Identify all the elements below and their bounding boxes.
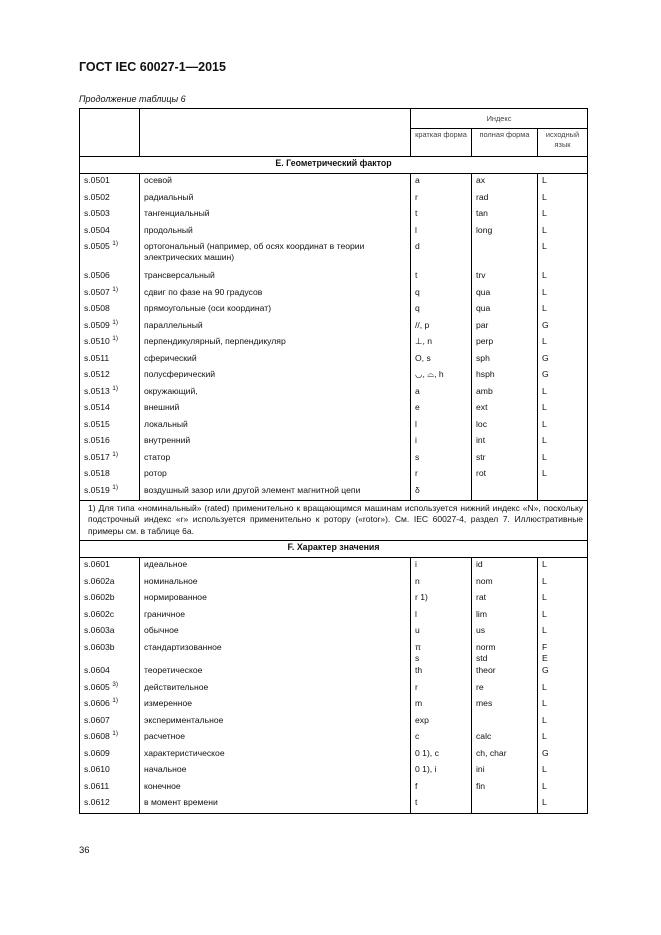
- full-form-cell: tan: [472, 207, 538, 224]
- table-row: [80, 624, 588, 641]
- source-language-cell: L: [538, 335, 588, 352]
- description-cell: характеристическое: [140, 747, 411, 764]
- short-form-cell: a: [411, 385, 472, 402]
- source-language-cell: L: [538, 591, 588, 608]
- description-cell: ротор: [140, 467, 411, 484]
- description-cell: радиальный: [140, 191, 411, 208]
- source-language-cell: L: [538, 174, 588, 191]
- description-cell: полусферический: [140, 368, 411, 385]
- full-form-cell: [472, 484, 538, 501]
- short-form-cell: m: [411, 697, 472, 714]
- full-form-cell: trv: [472, 269, 538, 286]
- table-row: [80, 558, 588, 575]
- short-form-cell: u: [411, 624, 472, 641]
- full-form-cell: [472, 714, 538, 731]
- description-cell: обычное: [140, 624, 411, 641]
- full-form-cell: us: [472, 624, 538, 641]
- source-language-cell: L: [538, 451, 588, 468]
- table-row: [80, 591, 588, 608]
- symbol-code-cell: s.0514: [80, 401, 140, 418]
- footnote-ref: 1): [112, 384, 118, 392]
- short-form-cell: q: [411, 302, 472, 319]
- table-row: [80, 467, 588, 484]
- symbol-code-cell: s.0506: [80, 269, 140, 286]
- symbol-code-cell: s.0608 $^{1)}$: [80, 730, 140, 747]
- table-row: [80, 434, 588, 451]
- symbols-table: [79, 108, 588, 814]
- footnote-ref: 1): [112, 240, 118, 248]
- short-form-cell: t: [411, 207, 472, 224]
- description-cell: трансверсальный: [140, 269, 411, 286]
- description-cell: ортогональный (например, об осях координат в теории электрических машин): [140, 240, 411, 269]
- description-cell: в момент времени: [140, 796, 411, 813]
- symbol-code-cell: s.0605 $^{3)}$: [80, 681, 140, 698]
- short-form-cell: 0 1), i: [411, 763, 472, 780]
- table-row: [80, 451, 588, 468]
- description-cell: внешний: [140, 401, 411, 418]
- full-form-header: полная форма: [472, 129, 538, 157]
- symbol-code-cell: s.0515: [80, 418, 140, 435]
- symbol-code-cell: s.0517 $^{1)}$: [80, 451, 140, 468]
- header-empty-cell: [80, 109, 140, 157]
- table-row: [80, 575, 588, 592]
- short-form-cell: i: [411, 558, 472, 575]
- source-language-cell: L: [538, 780, 588, 797]
- table-row: [80, 747, 588, 764]
- symbol-code-cell: s.0504: [80, 224, 140, 241]
- table-row: [80, 174, 588, 191]
- description-cell: экспериментальное: [140, 714, 411, 731]
- symbol-code-cell: s.0508: [80, 302, 140, 319]
- table-row: [80, 319, 588, 336]
- source-language-cell: L: [538, 434, 588, 451]
- source-language-cell: G: [538, 352, 588, 369]
- description-cell: измеренное: [140, 697, 411, 714]
- source-language-cell: L: [538, 191, 588, 208]
- table-continuation-caption: Продолжение таблицы 6: [79, 94, 186, 104]
- source-language-cell: G: [538, 319, 588, 336]
- table-row: [80, 418, 588, 435]
- symbol-code-cell: s.0611: [80, 780, 140, 797]
- full-form-cell: rad: [472, 191, 538, 208]
- footnote-ref: 1): [112, 318, 118, 326]
- short-form-cell: c: [411, 730, 472, 747]
- full-form-cell: id: [472, 558, 538, 575]
- source-language-cell: L: [538, 224, 588, 241]
- full-form-cell: nom: [472, 575, 538, 592]
- description-cell: конечное: [140, 780, 411, 797]
- page-number: 36: [79, 845, 90, 856]
- symbol-code-cell: s.0601: [80, 558, 140, 575]
- full-form-cell: ini: [472, 763, 538, 780]
- symbol-code-cell: s.0501: [80, 174, 140, 191]
- symbol-code-cell: s.0503: [80, 207, 140, 224]
- source-language-cell: L: [538, 608, 588, 625]
- table-row: [80, 401, 588, 418]
- source-language-cell: L: [538, 240, 588, 269]
- source-language-cell: L: [538, 681, 588, 698]
- short-form-cell: r: [411, 191, 472, 208]
- source-language-cell: L: [538, 730, 588, 747]
- short-form-cell: l: [411, 224, 472, 241]
- full-form-cell: par: [472, 319, 538, 336]
- short-form-cell: r: [411, 467, 472, 484]
- short-form-cell: a: [411, 174, 472, 191]
- table-row: [80, 335, 588, 352]
- table-row: [80, 697, 588, 714]
- table-row: [80, 240, 588, 269]
- table-row: [80, 286, 588, 303]
- short-form-cell: O, s: [411, 352, 472, 369]
- full-form-cell: rat: [472, 591, 538, 608]
- full-form-cell: calc: [472, 730, 538, 747]
- symbol-code-cell: s.0516: [80, 434, 140, 451]
- full-form-cell: qua: [472, 302, 538, 319]
- symbol-code-cell: s.0505 $^{1)}$: [80, 240, 140, 269]
- short-form-cell: ⊥, n: [411, 335, 472, 352]
- description-cell: перпендикулярный, перпендикуляр: [140, 335, 411, 352]
- short-form-cell: i: [411, 434, 472, 451]
- full-form-cell: fin: [472, 780, 538, 797]
- table-row: [80, 763, 588, 780]
- short-form-cell: t: [411, 796, 472, 813]
- table-row: [80, 224, 588, 241]
- table-row: [80, 714, 588, 731]
- short-form-cell: δ: [411, 484, 472, 501]
- description-cell: действительное: [140, 681, 411, 698]
- short-form-cell: s: [411, 451, 472, 468]
- description-cell: расчетное: [140, 730, 411, 747]
- footnote-ref: 1): [112, 483, 118, 491]
- table-row: [80, 641, 588, 664]
- full-form-cell: [472, 796, 538, 813]
- full-form-cell: rot: [472, 467, 538, 484]
- source-language-cell: F E: [538, 641, 588, 664]
- full-form-cell: long: [472, 224, 538, 241]
- symbol-code-cell: s.0606 $^{1)}$: [80, 697, 140, 714]
- source-language-cell: L: [538, 385, 588, 402]
- description-cell: стандартизованное: [140, 641, 411, 664]
- source-language-cell: L: [538, 575, 588, 592]
- source-language-cell: L: [538, 418, 588, 435]
- symbol-code-cell: s.0610: [80, 763, 140, 780]
- source-language-cell: L: [538, 763, 588, 780]
- source-language-cell: L: [538, 558, 588, 575]
- short-form-cell: e: [411, 401, 472, 418]
- description-cell: теоретическое: [140, 664, 411, 681]
- index-header: Индекс: [411, 109, 588, 129]
- section-e-heading: E. Геометрический фактор: [80, 157, 588, 174]
- full-form-cell: hsph: [472, 368, 538, 385]
- short-form-cell: l: [411, 608, 472, 625]
- description-cell: граничное: [140, 608, 411, 625]
- table-row: [80, 780, 588, 797]
- description-cell: нормированное: [140, 591, 411, 608]
- full-form-cell: theor: [472, 664, 538, 681]
- source-language-cell: L: [538, 697, 588, 714]
- short-form-header: краткая форма: [411, 129, 472, 157]
- table-row: [80, 302, 588, 319]
- short-form-cell: t: [411, 269, 472, 286]
- symbol-code-cell: s.0604: [80, 664, 140, 681]
- footnote-ref: 1): [112, 285, 118, 293]
- source-language-cell: L: [538, 302, 588, 319]
- source-language-cell: G: [538, 747, 588, 764]
- footnote-ref: 1): [112, 450, 118, 458]
- full-form-cell: amb: [472, 385, 538, 402]
- section-f-heading: F. Характер значения: [80, 541, 588, 558]
- table-row: [80, 368, 588, 385]
- symbol-code-cell: s.0612: [80, 796, 140, 813]
- table-row: [80, 352, 588, 369]
- table-row: [80, 484, 588, 501]
- description-cell: начальное: [140, 763, 411, 780]
- document-title: ГОСТ IEC 60027-1—2015: [79, 60, 226, 74]
- footnote-ref: 1): [112, 335, 118, 343]
- table-row: [80, 385, 588, 402]
- symbol-code-cell: s.0602a: [80, 575, 140, 592]
- table-row: [80, 207, 588, 224]
- table-row: [80, 730, 588, 747]
- symbol-code-cell: s.0519 $^{1)}$: [80, 484, 140, 501]
- full-form-cell: str: [472, 451, 538, 468]
- short-form-cell: f: [411, 780, 472, 797]
- description-cell: воздушный зазор или другой элемент магнитной цепи: [140, 484, 411, 501]
- description-cell: внутренний: [140, 434, 411, 451]
- full-form-cell: [472, 240, 538, 269]
- footnote-ref: 1): [112, 697, 118, 705]
- symbol-code-cell: s.0603b: [80, 641, 140, 664]
- short-form-cell: //, p: [411, 319, 472, 336]
- full-form-cell: norm std: [472, 641, 538, 664]
- short-form-cell: l: [411, 418, 472, 435]
- short-form-cell: ◡, ⌓, h: [411, 368, 472, 385]
- symbol-code-cell: s.0512: [80, 368, 140, 385]
- description-cell: продольный: [140, 224, 411, 241]
- symbol-code-cell: s.0609: [80, 747, 140, 764]
- full-form-cell: qua: [472, 286, 538, 303]
- source-language-cell: G: [538, 664, 588, 681]
- full-form-cell: ax: [472, 174, 538, 191]
- full-form-cell: sph: [472, 352, 538, 369]
- table-row: [80, 269, 588, 286]
- source-language-cell: L: [538, 401, 588, 418]
- description-cell: идеальное: [140, 558, 411, 575]
- symbol-code-cell: s.0607: [80, 714, 140, 731]
- symbol-code-cell: s.0509 $^{1)}$: [80, 319, 140, 336]
- short-form-cell: π s: [411, 641, 472, 664]
- symbol-code-cell: s.0518: [80, 467, 140, 484]
- table-row: [80, 191, 588, 208]
- source-language-cell: L: [538, 286, 588, 303]
- source-language-cell: L: [538, 207, 588, 224]
- section-e-footnote: 1) Для типа «номинальный» (rated) применительно к вращающимся машинам используется нижний индекс «N», поскольку подстрочный индекс «r» используется применительно к ротору («rotor»). См. IEC 60027-4, раздел 7. Иллюстративные примеры см. в таблице 6а.: [80, 501, 588, 541]
- symbol-code-cell: s.0603a: [80, 624, 140, 641]
- source-language-cell: L: [538, 269, 588, 286]
- symbol-code-cell: s.0602b: [80, 591, 140, 608]
- footnote-ref: 3): [112, 681, 118, 689]
- description-cell: сдвиг по фазе на 90 градусов: [140, 286, 411, 303]
- full-form-cell: perp: [472, 335, 538, 352]
- description-cell: осевой: [140, 174, 411, 191]
- short-form-cell: n: [411, 575, 472, 592]
- full-form-cell: ext: [472, 401, 538, 418]
- short-form-cell: q: [411, 286, 472, 303]
- source-language-header: исходный язык: [538, 129, 588, 157]
- description-cell: окружающий,: [140, 385, 411, 402]
- symbol-code-cell: s.0511: [80, 352, 140, 369]
- symbol-code-cell: s.0602c: [80, 608, 140, 625]
- symbol-code-cell: s.0513 $^{1)}$: [80, 385, 140, 402]
- table-row: [80, 664, 588, 681]
- source-language-cell: L: [538, 796, 588, 813]
- short-form-cell: th: [411, 664, 472, 681]
- source-language-cell: L: [538, 467, 588, 484]
- description-cell: тангенциальный: [140, 207, 411, 224]
- short-form-cell: d: [411, 240, 472, 269]
- symbol-code-cell: s.0510 $^{1)}$: [80, 335, 140, 352]
- description-cell: параллельный: [140, 319, 411, 336]
- table-row: [80, 796, 588, 813]
- symbol-code-cell: s.0507 $^{1)}$: [80, 286, 140, 303]
- short-form-cell: exp: [411, 714, 472, 731]
- short-form-cell: r: [411, 681, 472, 698]
- footnote-ref: 1): [112, 730, 118, 738]
- full-form-cell: re: [472, 681, 538, 698]
- full-form-cell: int: [472, 434, 538, 451]
- symbol-code-cell: s.0502: [80, 191, 140, 208]
- description-cell: прямоугольные (оси координат): [140, 302, 411, 319]
- full-form-cell: mes: [472, 697, 538, 714]
- source-language-cell: L: [538, 714, 588, 731]
- description-cell: номинальное: [140, 575, 411, 592]
- header-empty-cell: [140, 109, 411, 157]
- short-form-cell: r 1): [411, 591, 472, 608]
- full-form-cell: loc: [472, 418, 538, 435]
- short-form-cell: 0 1), c: [411, 747, 472, 764]
- source-language-cell: L: [538, 624, 588, 641]
- source-language-cell: [538, 484, 588, 501]
- source-language-cell: G: [538, 368, 588, 385]
- table-row: [80, 681, 588, 698]
- description-cell: локальный: [140, 418, 411, 435]
- full-form-cell: ch, char: [472, 747, 538, 764]
- description-cell: статор: [140, 451, 411, 468]
- full-form-cell: lim: [472, 608, 538, 625]
- table-row: [80, 608, 588, 625]
- description-cell: сферический: [140, 352, 411, 369]
